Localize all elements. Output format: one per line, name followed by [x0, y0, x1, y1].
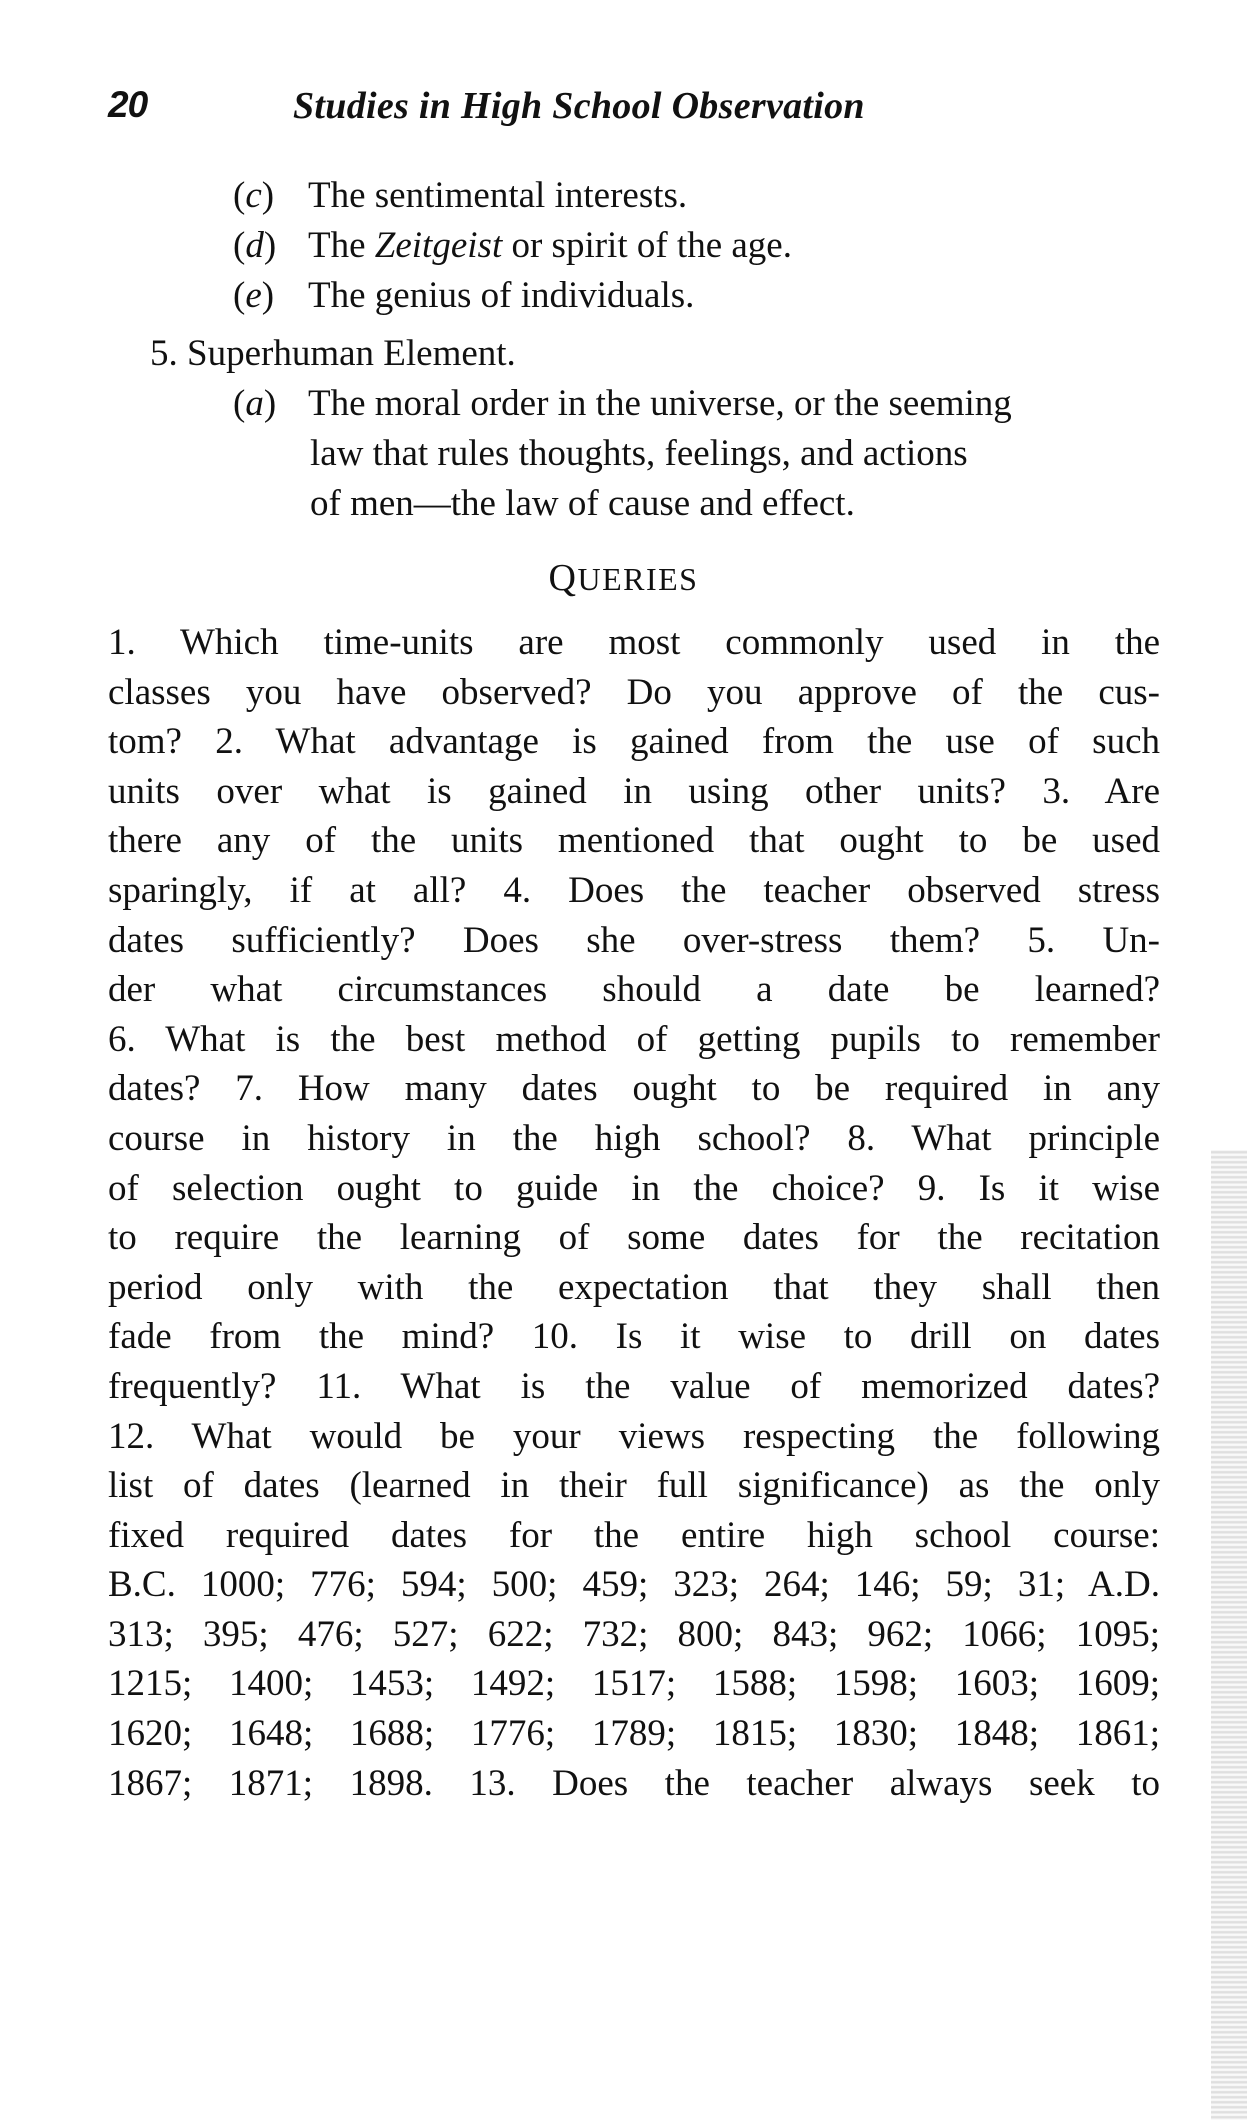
query-line: 12. What would be your views respecting the following	[108, 1415, 1160, 1457]
query-line: frequently? 11. What is the value of memorized dates?	[108, 1365, 1160, 1407]
outline-item-c: (c) The sentimental interests.	[233, 175, 688, 216]
zeitgeist-italic: Zeitgeist	[374, 225, 503, 266]
query-line: units over what is gained in using other units? 3. Are	[108, 770, 1160, 812]
query-line: classes you have observed? Do you approve of the cus-	[108, 671, 1160, 713]
query-line: 1. Which time-units are most commonly used in the	[108, 622, 1160, 663]
item-label: e	[245, 275, 262, 316]
dates-line: 313; 395; 476; 527; 622; 732; 800; 843; 962; 1066; 1095;	[108, 1613, 1160, 1655]
outline-item-a: (a) The moral order in the universe, or the seeming	[233, 383, 1012, 424]
item-text: The moral order in the universe, or the seeming	[308, 383, 1012, 424]
section-5-heading	[150, 330, 516, 378]
query-line: 6. What is the best method of getting pupils to remember	[108, 1018, 1160, 1060]
outline-item-a-cont: law that rules thoughts, feelings, and actions	[310, 433, 968, 474]
item-text: The genius of individuals.	[308, 275, 695, 316]
query-line: dates sufficiently? Does she over-stress them? 5. Un-	[108, 919, 1160, 961]
query-line: course in history in the high school? 8. What principle	[108, 1117, 1160, 1159]
section-title: Superhuman Element.	[187, 333, 516, 374]
dates-line: 1215; 1400; 1453; 1492; 1517; 1588; 1598; 1603; 1609;	[108, 1663, 1160, 1705]
queries-heading: QUERIES	[548, 557, 699, 599]
query-line: of selection ought to guide in the choice? 9. Is it wise	[108, 1167, 1160, 1209]
page-number: 20	[108, 84, 148, 125]
dates-line: 1620; 1648; 1688; 1776; 1789; 1815; 1830; 1848; 1861;	[108, 1713, 1160, 1755]
item-text: The sentimental interests.	[308, 175, 688, 216]
item-label: d	[245, 225, 264, 266]
item-label: c	[245, 175, 262, 216]
queries-paragraph	[108, 618, 1160, 1808]
query-line: to require the learning of some dates for the recitation	[108, 1217, 1160, 1259]
query-line: 1867; 1871; 1898. 13. Does the teacher always seek to	[108, 1762, 1160, 1804]
outline-item-e: (e) The genius of individuals.	[233, 275, 695, 316]
section-number: 5.	[150, 333, 178, 374]
query-line: dates? 7. How many dates ought to be required in any	[108, 1068, 1160, 1110]
query-line: der what circumstances should a date be learned?	[108, 969, 1160, 1011]
running-title: Studies in High School Observation	[293, 85, 865, 127]
page-edge-shadow	[1211, 1150, 1247, 2120]
query-line: fixed required dates for the entire high school course:	[108, 1514, 1160, 1556]
dates-line: B.C. 1000; 776; 594; 500; 459; 323; 264; 146; 59; 31; A.D.	[108, 1564, 1160, 1606]
query-line: period only with the expectation that they shall then	[108, 1266, 1160, 1308]
query-line: fade from the mind? 10. Is it wise to drill on dates	[108, 1316, 1160, 1358]
outline-item-d: (d) The Zeitgeist or spirit of the age.	[233, 225, 792, 266]
outline-item-a-cont: of men—the law of cause and effect.	[310, 483, 855, 524]
query-line: there any of the units mentioned that ought to be used	[108, 820, 1160, 862]
item-label: a	[245, 383, 264, 424]
query-line: list of dates (learned in their full significance) as the only	[108, 1465, 1160, 1507]
query-line: sparingly, if at all? 4. Does the teacher observed stress	[108, 869, 1160, 911]
query-line: tom? 2. What advantage is gained from the use of such	[108, 721, 1160, 763]
page-header	[108, 84, 1168, 134]
